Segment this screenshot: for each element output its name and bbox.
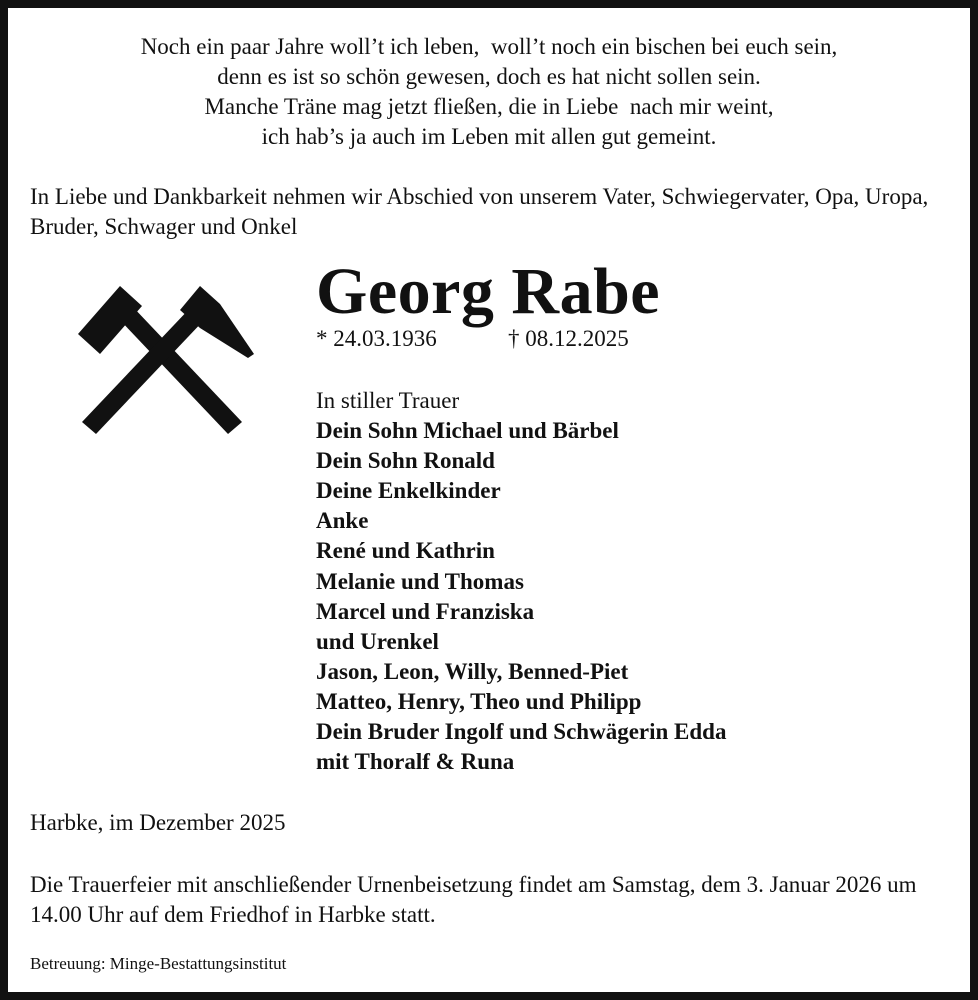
- mourner-line: Marcel und Franziska: [316, 598, 535, 624]
- funeral-service-info: Die Trauerfeier mit anschließender Urnenbeisetzung findet am Samstag, dem 3. Januar 2026 um 14.00 Uhr auf dem Friedhof in Harbke statt.: [30, 872, 917, 927]
- intro-text: In Liebe und Dankbarkeit nehmen wir Abschied von unserem Vater, Schwiegervater, Opa, Uropa, Bruder, Schwager und Onkel: [30, 184, 929, 239]
- hammer-and-pick-icon: [70, 276, 254, 440]
- death-date: † 08.12.2025: [508, 326, 629, 351]
- birth-date: * 24.03.1936: [316, 326, 437, 351]
- mourner-line: Dein Bruder Ingolf und Schwägerin Edda: [316, 719, 727, 745]
- poem-line: Manche Träne mag jetzt fließen, die in Liebe nach mir weint,: [204, 94, 774, 119]
- funeral-home-credit: Betreuung: Minge-Bestattungsinstitut: [30, 954, 287, 973]
- poem: [8, 32, 970, 152]
- mourner-line: und Urenkel: [316, 628, 439, 654]
- mourners-list: [316, 386, 726, 777]
- place-and-date: Harbke, im Dezember 2025: [30, 810, 286, 835]
- life-dates: [316, 324, 629, 354]
- mourner-line: Deine Enkelkinder: [316, 478, 501, 504]
- mourner-line: mit Thoralf & Runa: [316, 749, 515, 775]
- poem-line: denn es ist so schön gewesen, doch es hat nicht sollen sein.: [217, 64, 761, 89]
- mourner-line: Anke: [316, 508, 369, 534]
- mourner-line: Dein Sohn Michael und Bärbel: [316, 418, 619, 444]
- mourner-line: Melanie und Thomas: [316, 568, 524, 594]
- mourner-line: René und Kathrin: [316, 538, 495, 564]
- deceased-name: Georg Rabe: [316, 255, 661, 328]
- mourners-lead: In stiller Trauer: [316, 388, 460, 413]
- mourner-line: Jason, Leon, Willy, Benned-Piet: [316, 658, 629, 684]
- mourner-line: Dein Sohn Ronald: [316, 448, 495, 474]
- mourner-line: Matteo, Henry, Theo und Philipp: [316, 688, 642, 714]
- poem-line: ich hab’s ja auch im Leben mit allen gut gemeint.: [261, 124, 717, 149]
- poem-line: Noch ein paar Jahre woll’t ich leben, woll’t noch ein bischen bei euch sein,: [140, 34, 838, 59]
